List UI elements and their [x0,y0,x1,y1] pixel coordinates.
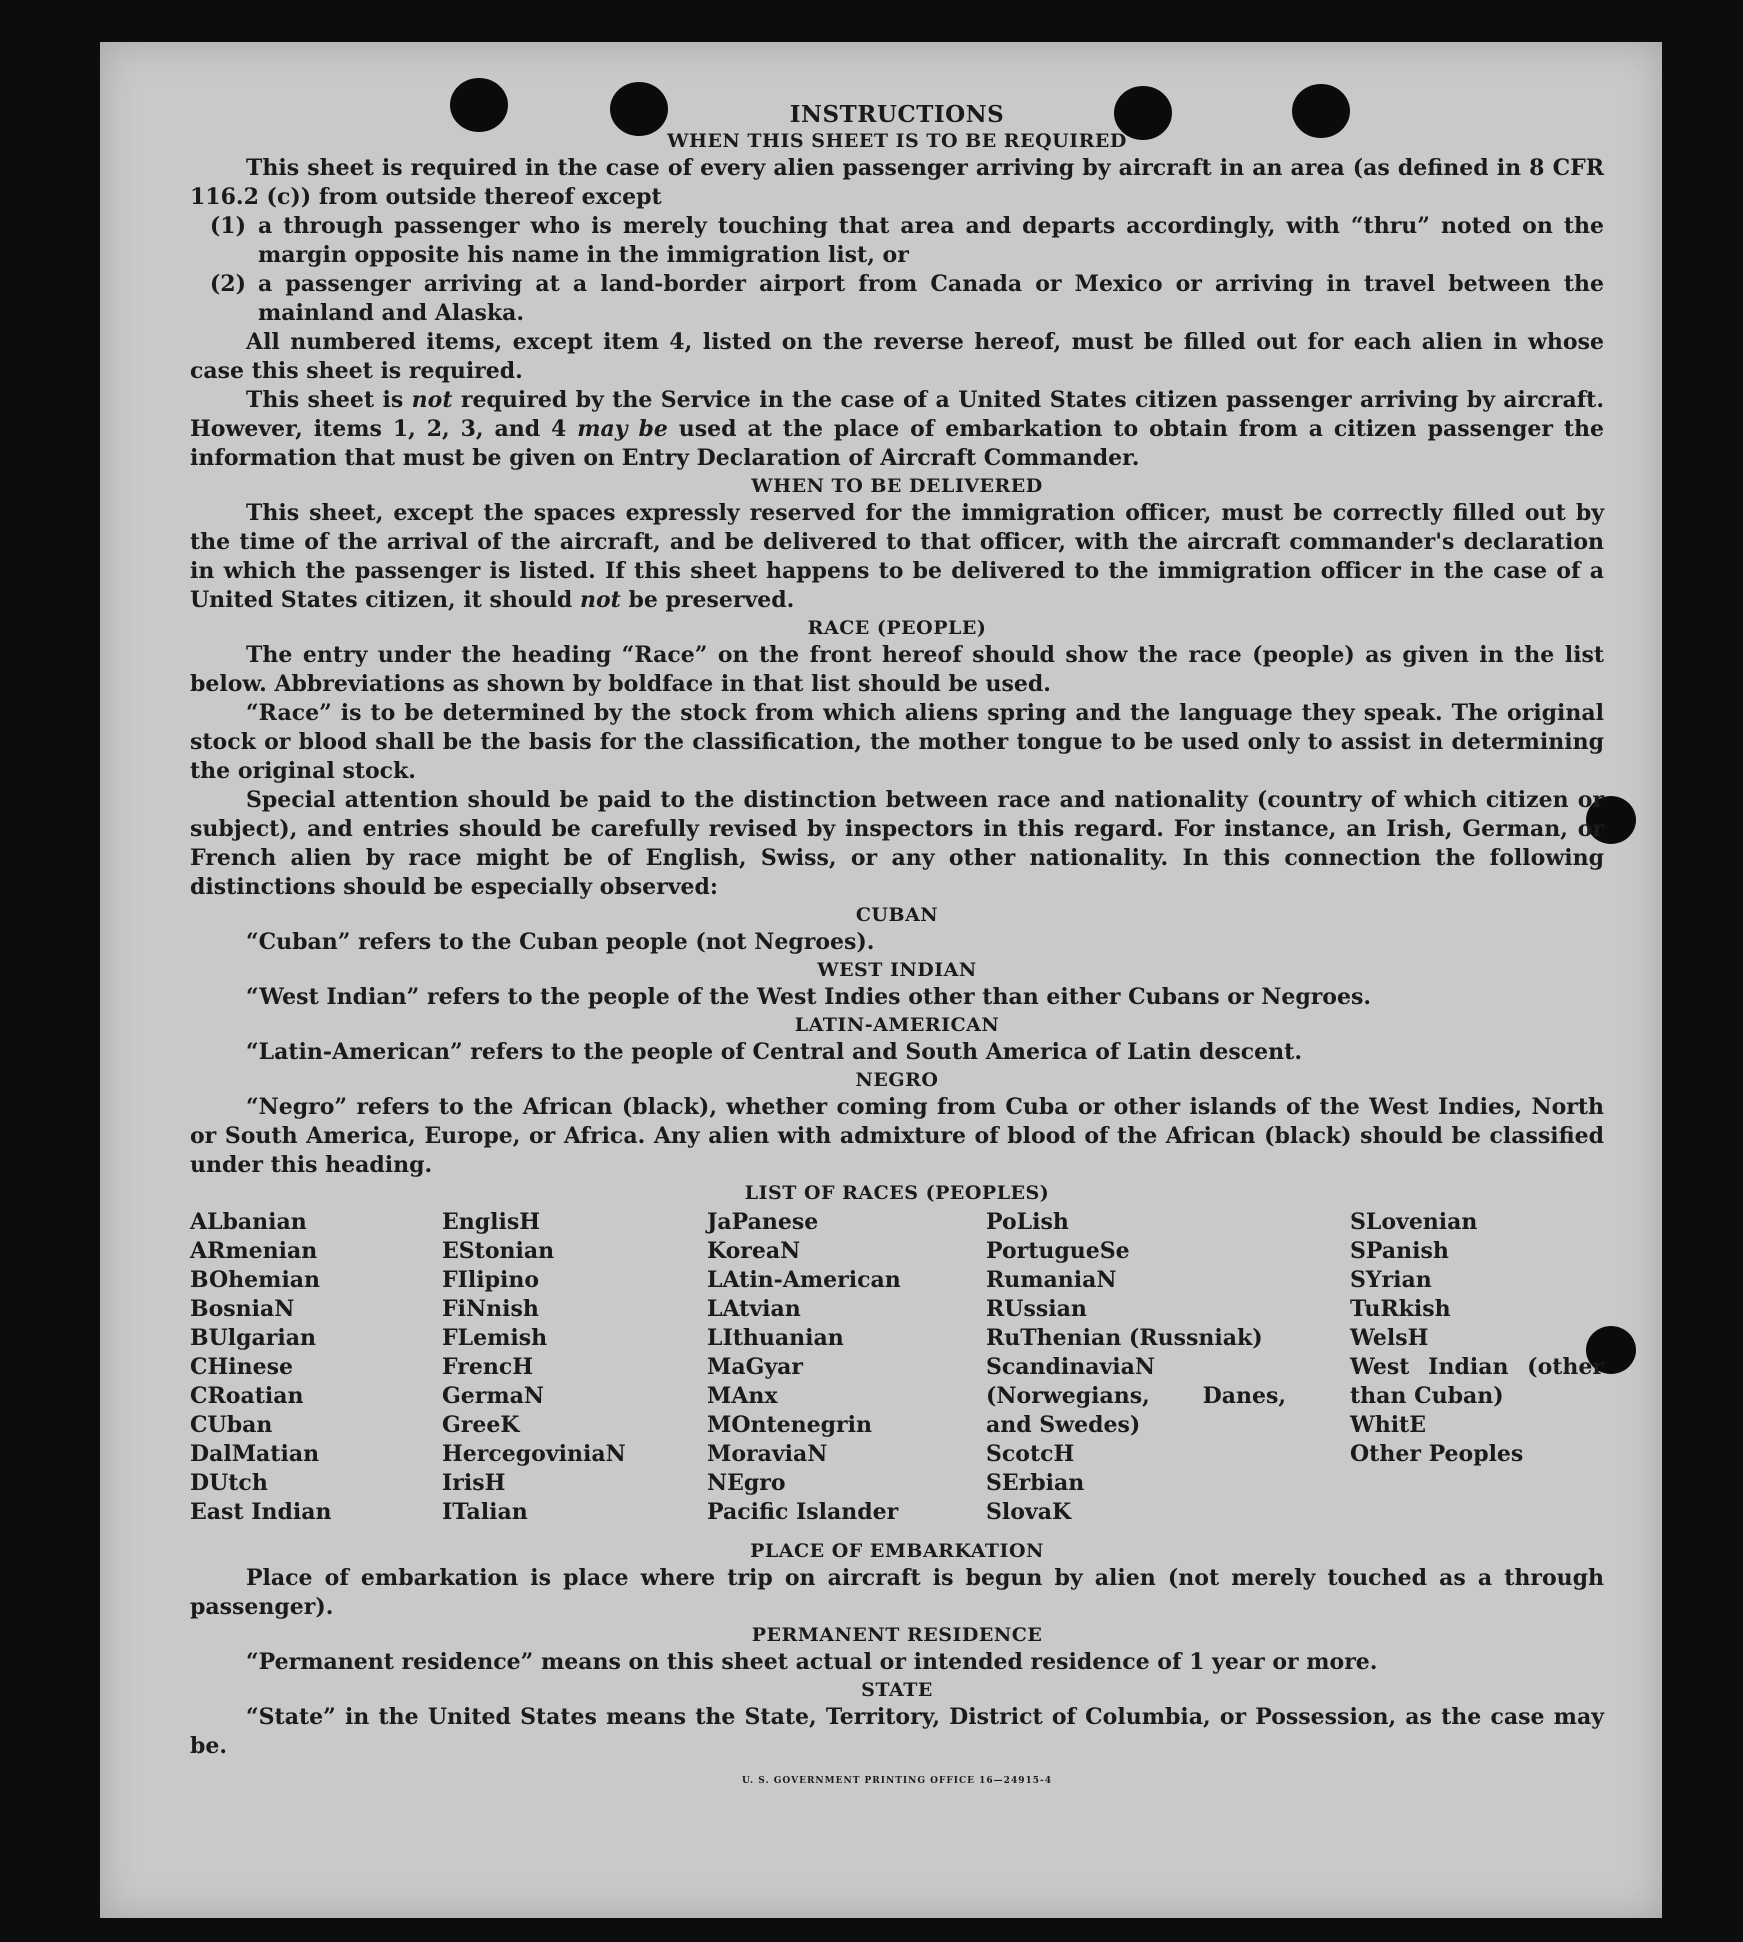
exception-item [190,212,1604,270]
race-entry: FLemish [442,1325,548,1351]
race-entry: SLovenian [1350,1209,1478,1235]
paragraph [190,499,1604,615]
paragraph: “West Indian” refers to the people of the West Indies other than either Cubans or Negroes. [246,984,1372,1010]
race-entry: RUssian [986,1296,1087,1322]
race-entry: CHinese [190,1354,294,1380]
instructions-content [190,102,1604,1796]
race-entry: LAtin-American [707,1267,901,1293]
race-entry: SYrian [1350,1267,1432,1293]
race-entry: RumaniaN [986,1267,1117,1293]
race-entry: ITalian [442,1499,528,1525]
race-entry: ScotcH [986,1441,1075,1467]
text-run: This sheet, except the spaces expressly reserved for the immigration officer, must be correctly filled out by the time of the arrival of the aircraft, and be delivered to that officer, with the aircraft commander's declaration in which the passenger is listed. If this sheet happens to be delivered to the immigration officer in the case of a United States citizen, it should [190,500,1604,613]
paragraph: Special attention should be paid to the distinction between race and nationality (country of which citizen or subject), and entries should be carefully revised by inspectors in this regard. For instance, an Irish, German, or French alien by race might be of English, Swiss, or any other nationality. In this connection the following distinctions should be especially observed: [190,787,1604,900]
race-entry: FIlipino [442,1267,540,1293]
race-list [190,1208,1604,1538]
race-column [442,1208,692,1527]
race-entry: EnglisH [442,1209,541,1235]
emphasis: not [411,387,453,413]
page-title: INSTRUCTIONS [789,101,1005,128]
race-entry: ALbanian [190,1209,307,1235]
exception-number: (1) [209,213,246,239]
race-entry: LIthuanian [707,1325,844,1351]
paragraph: The entry under the heading “Race” on the front hereof should show the race (people) as given in the list below. Abbreviations as shown by boldface in that list should be used. [190,642,1604,697]
race-entry: KoreaN [707,1238,801,1264]
paragraph: “State” in the United States means the State, Territory, District of Columbia, or Possession, as the case may be. [190,1704,1604,1759]
section-heading: LIST OF RACES (PEOPLES) [744,1182,1050,1204]
paragraph [190,386,1604,473]
paragraph: All numbered items, except item 4, listed on the reverse hereof, must be filled out for each alien in whose case this sheet is required. [190,329,1604,384]
race-entry: ScandinaviaN (Norwegians, Danes, and Swedes) [986,1354,1286,1438]
race-entry: GermaN [442,1383,545,1409]
section-heading: WHEN TO BE DELIVERED [751,475,1043,497]
section-heading: WHEN THIS SHEET IS TO BE REQUIRED [667,130,1127,152]
race-entry: WhitE [1350,1412,1426,1438]
race-entry: MAnx [707,1383,778,1409]
emphasis: not [579,587,621,613]
text-run: required by the Service in the case of a United States citizen passenger arriving by aircraft. However, items 1, 2, 3, and 4 [190,387,1605,442]
race-entry: CUban [190,1412,273,1438]
race-column [1350,1208,1604,1469]
section-heading: WEST INDIAN [817,959,977,981]
race-entry: FrencH [442,1354,533,1380]
exception-text: a through passenger who is merely touching that area and departs accordingly, with “thru” noted on the margin opposite his name in the immigration list, or [258,213,1604,268]
race-entry: West Indian (other than Cuban) [1350,1354,1604,1409]
race-entry: EStonian [442,1238,555,1264]
section-heading: NEGRO [855,1069,939,1091]
section-heading: CUBAN [855,904,939,926]
race-entry: MOntenegrin [707,1412,872,1438]
section-heading: PLACE OF EMBARKATION [750,1540,1044,1562]
race-column [986,1208,1286,1527]
race-entry: HercegoviniaN [442,1441,626,1467]
paragraph: “Permanent residence” means on this sheet actual or intended residence of 1 year or more. [246,1649,1378,1675]
section-heading: STATE [861,1679,933,1701]
race-entry: NEgro [707,1470,786,1496]
race-entry: WelsH [1350,1325,1429,1351]
race-entry: SlovaK [986,1499,1072,1525]
race-entry: LAtvian [707,1296,801,1322]
race-entry: East Indian [190,1499,332,1525]
paragraph: “Cuban” refers to the Cuban people (not Negroes). [246,929,875,955]
race-entry: IrisH [442,1470,506,1496]
race-entry: RuThenian (Russniak) [986,1325,1263,1351]
exception-number: (2) [209,271,246,297]
race-entry: CRoatian [190,1383,304,1409]
paragraph: This sheet is required in the case of every alien passenger arriving by aircraft in an area (as defined in 8 CFR 116.2 (c)) from outside thereof except [190,155,1604,210]
race-entry: FiNnish [442,1296,539,1322]
exception-item [190,270,1604,328]
paragraph: Place of embarkation is place where trip on aircraft is begun by alien (not merely touched as a through passenger). [190,1565,1604,1620]
race-entry: Pacific Islander [707,1499,899,1525]
text-run: This sheet is [246,387,412,413]
race-entry: MaGyar [707,1354,804,1380]
printing-office-footer: U. S. GOVERNMENT PRINTING OFFICE 16—24915-4 [742,1776,1052,1786]
race-entry: PortugueSe [986,1238,1130,1264]
race-entry: MoraviaN [707,1441,828,1467]
race-entry: TuRkish [1350,1296,1451,1322]
paragraph: “Race” is to be determined by the stock from which aliens spring and the language they speak. The original stock or blood shall be the basis for the classification, the mother tongue to be used only to assist in determining the original stock. [190,700,1604,784]
document-sheet [100,42,1662,1918]
race-entry: GreeK [442,1412,520,1438]
race-entry: ARmenian [190,1238,318,1264]
section-heading: PERMANENT RESIDENCE [751,1624,1043,1646]
paragraph: “Negro” refers to the African (black), whether coming from Cuba or other islands of the West Indies, North or South America, Europe, or Africa. Any alien with admixture of blood of the African (black) should be classified under this heading. [190,1094,1604,1178]
race-entry: BUlgarian [190,1325,316,1351]
race-entry: DalMatian [190,1441,320,1467]
emphasis: may be [577,416,668,442]
race-entry: DUtch [190,1470,268,1496]
text-run: be preserved. [620,587,795,613]
text-run: used at the place of embarkation to obtain from a citizen passenger the information that must be given on Entry Declaration of Aircraft Commander. [190,416,1605,471]
race-entry: SPanish [1350,1238,1449,1264]
race-entry: Other Peoples [1350,1441,1524,1467]
race-entry: BosniaN [190,1296,295,1322]
exception-text: a passenger arriving at a land-border airport from Canada or Mexico or arriving in travel between the mainland and Alaska. [258,271,1604,326]
race-column [190,1208,440,1527]
section-heading: LATIN-AMERICAN [794,1014,1000,1036]
race-entry: PoLish [986,1209,1069,1235]
race-entry: SErbian [986,1470,1085,1496]
race-column [707,1208,977,1527]
race-entry: BOhemian [190,1267,321,1293]
race-entry: JaPanese [707,1209,819,1235]
section-heading: RACE (PEOPLE) [807,617,987,639]
paragraph: “Latin-American” refers to the people of Central and South America of Latin descent. [246,1039,1302,1065]
